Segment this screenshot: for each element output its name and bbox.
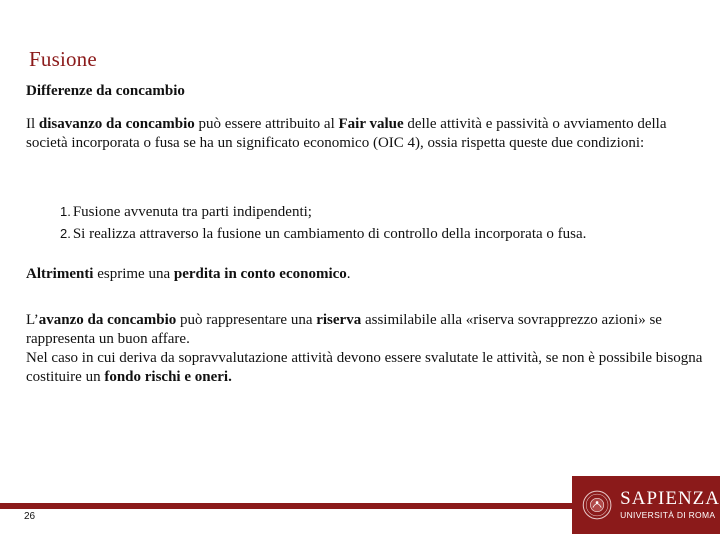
logo-text [620, 489, 720, 521]
list-item: 2. Si realizza attraverso la fusione un cambiamento di controllo della incorporata o fusa. [60, 226, 587, 242]
paragraph-disavanzo: Il disavanzo da concambio può essere attribuito al Fair value delle attività e passività o avviamento della società incorporata o fusa se ha un significato economico (OIC 4), ossia rispetta queste due condizioni: [26, 116, 667, 151]
conditions-list [60, 201, 586, 245]
slide-title: Fusione [29, 47, 97, 71]
page-number: 26 [24, 511, 36, 522]
sapienza-logo [572, 476, 720, 534]
sapienza-seal-icon [582, 487, 612, 523]
logo-name: SAPIENZA [620, 488, 720, 509]
paragraph-altrimenti: Altrimenti esprime una perdita in conto economico. [26, 266, 351, 282]
slide-subtitle: Differenze da concambio [26, 83, 185, 99]
logo-subtitle: UNIVERSITÀ DI ROMA [620, 510, 716, 520]
paragraph-avanzo: L’avanzo da concambio può rappresentare una riserva assimilabile alla «riserva sovrapprezzo azioni» se rappresenta un buon affare. Nel caso in cui deriva da sopravvalutazione attività devono essere svalutate le attività, se non è possibile bisogna costituire un fondo rischi e oneri. [26, 312, 703, 385]
list-item: 1. Fusione avvenuta tra parti indipendenti; [60, 204, 312, 220]
